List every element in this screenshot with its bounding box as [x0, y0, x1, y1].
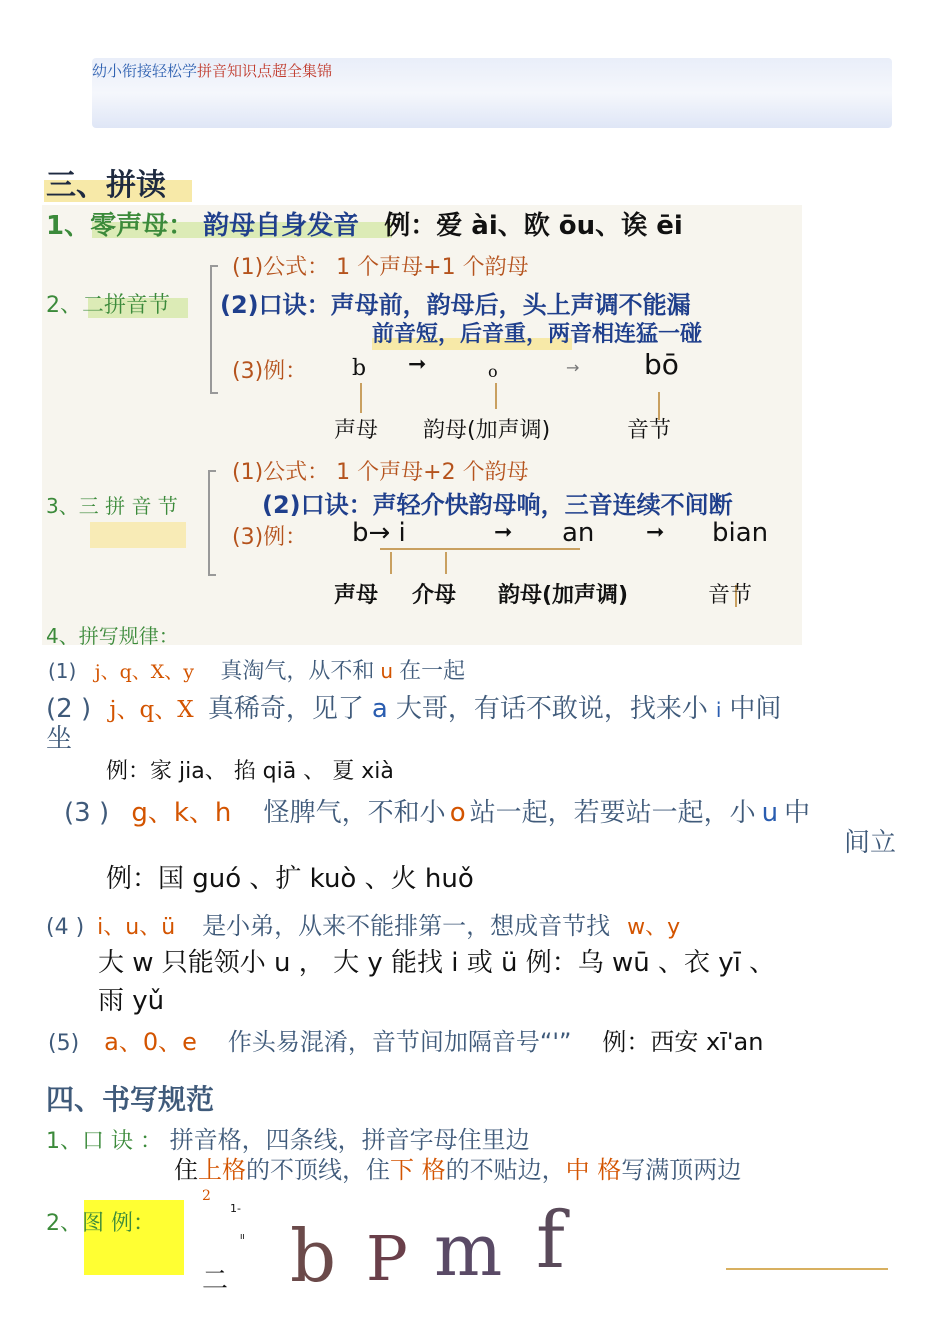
letter-m: m [434, 1208, 503, 1292]
rule1-u: u [380, 659, 394, 683]
line2-f: 中 格 [565, 1156, 622, 1184]
document-title [92, 60, 332, 81]
item3-example-label: (3)例： [232, 525, 308, 550]
rule5-example: 例：西安 xī'an [602, 1028, 764, 1056]
item1-label: 1、零声母： [46, 211, 195, 241]
rule2-example: 例：家 jia、 掐 qiā 、 夏 xià [106, 759, 394, 784]
item3-cap-jiemu: 介母 [412, 583, 457, 608]
rule5-num: (5) [48, 1031, 80, 1056]
item2-ex-o: o [488, 362, 498, 381]
item3-ex-an: an [562, 518, 595, 548]
item3-label-highlight [90, 522, 186, 548]
rule2-wrap: 坐 [46, 724, 73, 754]
line2-e: 的不贴边， [445, 1156, 566, 1184]
item3-guide1 [390, 552, 392, 574]
line2-g: 写满顶两边 [621, 1156, 742, 1184]
line2-c: 的不顶线，住 [246, 1156, 390, 1184]
rule3-u: u [761, 798, 779, 828]
item2-rhyme-line1: (2)口诀：声母前，韵母后，头上声调不能漏 [220, 291, 691, 319]
rule5-text: 作头易混淆，音节间加隔音号“'” [227, 1028, 572, 1056]
rule2-num: (2 ) [46, 694, 92, 724]
rule2-letters: j、q、X [109, 697, 194, 723]
item1-desc: 韵母自身发音 [203, 211, 360, 241]
rule3-text1: 怪脾气，不和小 [263, 798, 446, 828]
letter-f: f [536, 1196, 565, 1286]
section4-item1-label: 1、口 诀 ： [46, 1129, 162, 1154]
rule2-i: i [715, 698, 722, 722]
rule4-wy: w、y [627, 915, 681, 940]
rule4-row [46, 906, 680, 941]
item3-ex-bi: b→ i [352, 518, 406, 548]
item3-bracket [208, 470, 216, 576]
rule4-line3: 雨 yǔ [98, 986, 165, 1016]
line2-a: 住 [174, 1156, 198, 1184]
rule3-num: (3 ) [64, 798, 110, 828]
rule3-wrap: 间立 [844, 828, 897, 858]
item3-cap-yinjie: 音节 [708, 583, 753, 608]
item2-ex-arrow2: → [566, 358, 580, 377]
grid-tick-icon: ᐦ [240, 1232, 245, 1246]
item3-underline [380, 548, 580, 550]
rule3-o: o [449, 798, 466, 828]
item3-guide2 [445, 552, 447, 574]
item3-ex-arrow2: ➞ [646, 520, 665, 545]
item3-ex-result: bian [712, 518, 769, 548]
item2-guide1 [360, 383, 362, 413]
rule2-text2: 大哥，有话不敢说，找来小 [395, 694, 708, 724]
item3-cap-yunmu: 韵母(加声调) [498, 583, 629, 608]
rule5-row [48, 1022, 763, 1057]
item2-rhyme-line2: 前音短，后音重，两音相连猛一碰 [372, 322, 703, 347]
letter-b: b [290, 1214, 337, 1298]
section4-title: 四、书写规范 [46, 1083, 215, 1116]
item1-row [46, 205, 683, 242]
title-part2: 拼音知识点超全集锦 [197, 62, 333, 80]
section4-item1-line2 [174, 1150, 741, 1185]
item3-label: 3、三 拼 音 节 [46, 494, 178, 518]
rule4-letters: i、u、ü [97, 915, 176, 940]
rule1-text: 真淘气，从不和 [220, 659, 375, 684]
letter-p: P [366, 1222, 408, 1295]
line2-d: 下 格 [390, 1156, 446, 1184]
item3-rhyme: (2)口诀：声轻介快韵母响，三音连续不间断 [262, 491, 733, 519]
item2-guide2 [495, 383, 497, 409]
rule3-row [64, 792, 810, 829]
item2-cap-yinjie: 音节 [627, 418, 672, 443]
rule2-a: a [371, 694, 388, 724]
section4-item1-line1: 拼音格，四条线，拼音字母住里边 [169, 1126, 530, 1154]
rule4-line2: 大 w 只能领小 u ， 大 y 能找 i 或 ü 例：乌 wū 、衣 yī 、 [98, 948, 776, 978]
item3-cap-shengmu: 声母 [334, 583, 379, 608]
title-part1: 幼小衔接轻松学 [92, 62, 198, 80]
rule3-text2: 站一起，若要站一起，小 [469, 798, 756, 828]
section4-item2-label: 2、图 例： [46, 1211, 155, 1236]
item2-ex-arrow1: ➞ [408, 352, 427, 377]
item3-formula: (1)公式： 1 个声母+2 个韵母 [232, 460, 529, 485]
item2-formula: (1)公式： 1 个声母+1 个韵母 [232, 255, 529, 280]
rule4-num: (4 ) [46, 915, 85, 940]
item2-example-label: (3)例： [232, 359, 308, 384]
rule5-letters: a、0、e [104, 1028, 197, 1056]
item3-ex-arrow1: ➞ [494, 520, 513, 545]
rule3-text3: 中 [784, 798, 811, 828]
rule1-row [48, 654, 465, 685]
rule3-example: 例：国 guó 、扩 kuò 、火 huǒ [106, 864, 474, 894]
rule2-text1: 真稀奇，见了 [207, 694, 364, 724]
item4-label: 4、拼写规律： [46, 624, 179, 648]
item2-ex-b: b [352, 356, 367, 381]
rule2-row [46, 688, 781, 725]
section3-title: 三、拼读 [46, 168, 166, 203]
rule2-text3: 中间 [729, 694, 782, 724]
rule4-text1: 是小弟，从来不能排第一，想成音节找 [202, 912, 611, 940]
rule1-num: (1) [48, 659, 77, 683]
rule1-end: 在一起 [399, 659, 466, 684]
grid-num3: 二 [202, 1266, 229, 1296]
item2-cap-yunmu: 韵母(加声调) [423, 418, 551, 443]
item2-cap-shengmu: 声母 [334, 418, 379, 443]
item2-bracket [210, 265, 218, 394]
grid-num1: 2 [202, 1188, 211, 1204]
rule3-letters: g、k、h [131, 798, 232, 828]
item2-label: 2、二拼音节 [46, 293, 170, 318]
grid-num2: 1- [230, 1202, 241, 1215]
item1-example: 例：爱 ài、欧 ōu、诶 ēi [384, 211, 683, 241]
baseline-rule [726, 1268, 888, 1270]
item2-ex-result: bō [644, 348, 679, 381]
rule1-letters: j、q、X、y [94, 661, 195, 683]
line2-b: 上格 [198, 1156, 246, 1184]
